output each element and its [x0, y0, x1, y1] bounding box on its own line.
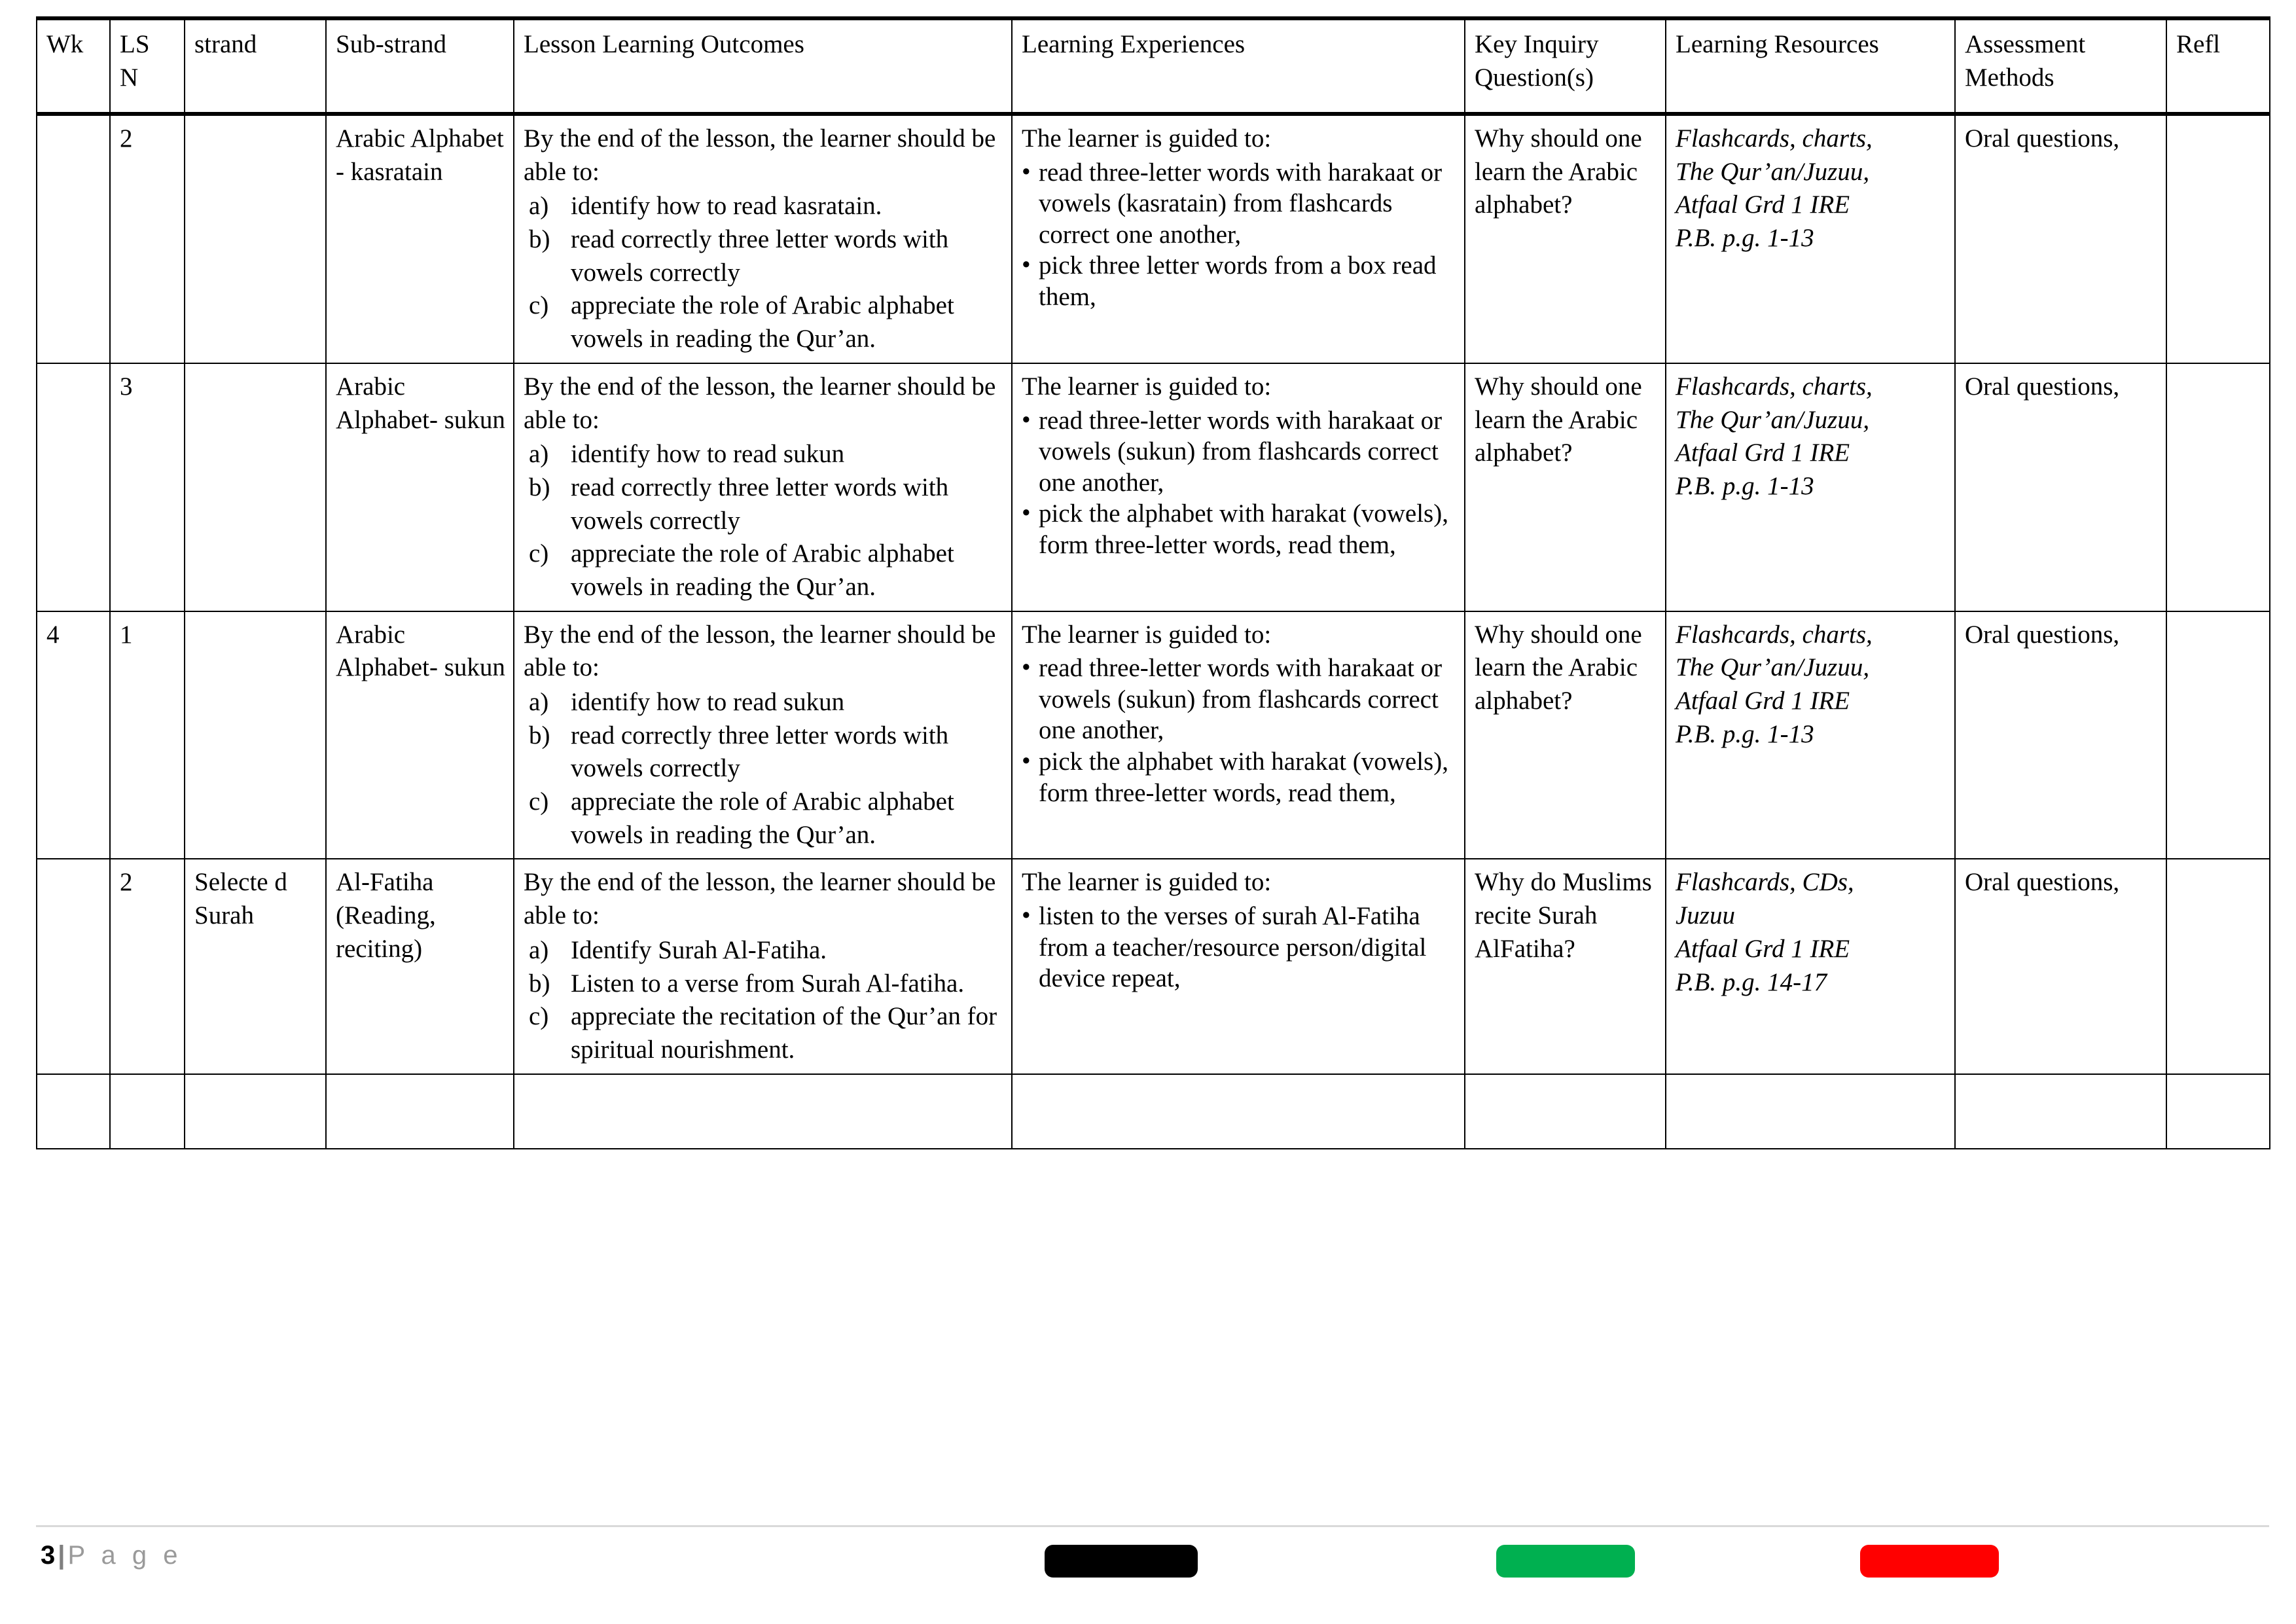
kiq-line-1: Key Inquiry	[1475, 30, 1599, 58]
resource-line: Atfaal Grd 1 IRE	[1676, 934, 1850, 963]
table-row-empty	[37, 1074, 2270, 1149]
outcome-text: read correctly three letter words with vowels correctly	[571, 225, 949, 287]
column-header-lsn	[110, 18, 185, 114]
resource-line: Flashcards, charts,	[1676, 124, 1873, 153]
outcome-item	[524, 686, 1003, 719]
column-header-substrand: Sub-strand	[326, 18, 514, 114]
resources-list	[1676, 619, 1946, 751]
cell-lesson-learning-outcomes	[514, 859, 1012, 1074]
outcome-item	[524, 1000, 1003, 1066]
experiences-list	[1022, 405, 1456, 561]
experience-item	[1022, 746, 1456, 808]
cell-week	[37, 363, 110, 611]
outcome-text: Listen to a verse from Surah Al-fatiha.	[571, 969, 965, 998]
outcomes-intro: By the end of the lesson, the learner should be able to:	[524, 124, 996, 186]
cell-key-inquiry-question: Why should one learn the Arabic alphabet?	[1465, 611, 1666, 859]
experience-item	[1022, 498, 1456, 560]
experience-text: pick the alphabet with harakat (vowels), form three-letter words, read them,	[1039, 499, 1448, 559]
outcomes-intro: By the end of the lesson, the learner should be able to:	[524, 620, 996, 682]
cell-lesson-number: 1	[110, 611, 185, 859]
cell-assessment-methods: Oral questions,	[1955, 859, 2166, 1074]
column-header-reflection: Refl	[2166, 18, 2270, 114]
outcomes-list	[524, 934, 1003, 1067]
cell-lesson-learning-outcomes	[514, 114, 1012, 363]
cell-sub-strand	[326, 1074, 514, 1149]
bullet-icon: •	[1022, 405, 1031, 434]
outcome-text: identify how to read kasratain.	[571, 192, 882, 221]
column-header-strand: strand	[185, 18, 326, 114]
experiences-list	[1022, 157, 1456, 313]
outcome-text: identify how to read sukun	[571, 440, 845, 469]
footer-bar-green	[1496, 1545, 1635, 1578]
outcome-text: appreciate the recitation of the Qur’an for spiritual nourishment.	[571, 1002, 997, 1064]
column-header-wk: Wk	[37, 18, 110, 114]
outcome-item	[524, 471, 1003, 537]
bullet-icon: •	[1022, 653, 1031, 682]
outcome-marker: b)	[529, 473, 550, 501]
cell-assessment-methods: Oral questions,	[1955, 611, 2166, 859]
resource-line: P.B. p.g. 1-13	[1676, 224, 1814, 253]
footer-bar-black	[1045, 1545, 1198, 1578]
cell-reflection	[2166, 611, 2270, 859]
outcome-text: appreciate the role of Arabic alphabet vowels in reading the Qur’an.	[571, 539, 954, 601]
cell-week	[37, 859, 110, 1074]
cell-learning-resources	[1666, 114, 1955, 363]
outcome-item	[524, 223, 1003, 289]
outcome-marker: b)	[529, 225, 550, 254]
experience-text: pick three letter words from a box read them,	[1039, 251, 1437, 311]
column-header-learning-experiences: Learning Experiences	[1012, 18, 1465, 114]
outcome-marker: c)	[529, 291, 549, 320]
outcome-text: read correctly three letter words with vowels correctly	[571, 721, 949, 783]
resources-list	[1676, 122, 1946, 255]
resources-list	[1676, 370, 1946, 503]
outcomes-list	[524, 686, 1003, 852]
outcome-item	[524, 289, 1003, 355]
resource-line: The Qur’an/Juzuu,	[1676, 157, 1870, 186]
resource-line: Atfaal Grd 1 IRE	[1676, 687, 1850, 715]
outcome-marker: a)	[529, 935, 549, 964]
cell-strand: Selecte d Surah	[185, 859, 326, 1074]
outcome-item	[524, 967, 1003, 1001]
experiences-intro: The learner is guided to:	[1022, 868, 1272, 897]
cell-reflection	[2166, 859, 2270, 1074]
page-word: P a g e	[67, 1541, 183, 1570]
cell-week	[37, 1074, 110, 1149]
cell-lesson-learning-outcomes	[514, 611, 1012, 859]
outcomes-list	[524, 190, 1003, 355]
table-body	[37, 114, 2270, 1149]
table-header-row	[37, 18, 2270, 114]
outcome-text: appreciate the role of Arabic alphabet vowels in reading the Qur’an.	[571, 291, 954, 353]
cell-strand	[185, 114, 326, 363]
outcomes-intro: By the end of the lesson, the learner should be able to:	[524, 868, 996, 930]
bullet-icon: •	[1022, 499, 1031, 528]
page-number-label	[41, 1541, 183, 1570]
cell-strand	[185, 1074, 326, 1149]
footer-divider	[36, 1525, 2269, 1527]
experience-item	[1022, 653, 1456, 746]
resource-line: Atfaal Grd 1 IRE	[1676, 439, 1850, 467]
cell-assessment-methods: Oral questions,	[1955, 363, 2166, 611]
outcome-marker: a)	[529, 440, 549, 469]
experience-item	[1022, 901, 1456, 994]
cell-key-inquiry-question: Why do Muslims recite Surah AlFatiha?	[1465, 859, 1666, 1074]
cell-lesson-number: 2	[110, 859, 185, 1074]
table-row	[37, 363, 2270, 611]
cell-learning-resources	[1666, 859, 1955, 1074]
cell-key-inquiry-question: Why should one learn the Arabic alphabet?	[1465, 363, 1666, 611]
outcome-text: identify how to read sukun	[571, 688, 845, 716]
outcome-marker: c)	[529, 1002, 549, 1031]
experiences-list	[1022, 653, 1456, 808]
column-header-key-inquiry-questions	[1465, 18, 1666, 114]
resource-line: P.B. p.g. 1-13	[1676, 719, 1814, 748]
outcome-item	[524, 537, 1003, 604]
page-separator: |	[58, 1541, 65, 1570]
am-line-1: Assessment	[1965, 30, 2086, 58]
experiences-intro: The learner is guided to:	[1022, 620, 1272, 649]
cell-lesson-number: 3	[110, 363, 185, 611]
cell-sub-strand: Arabic Alphabet- sukun	[326, 611, 514, 859]
outcome-marker: c)	[529, 539, 549, 568]
page-number: 3	[41, 1541, 56, 1570]
experience-text: listen to the verses of surah Al-Fatiha from a teacher/resource person/digital device repeat,	[1039, 902, 1427, 993]
cell-lesson-learning-outcomes	[514, 1074, 1012, 1149]
cell-learning-experiences	[1012, 363, 1465, 611]
am-line-2: Methods	[1965, 63, 2054, 92]
scheme-of-work-table	[36, 16, 2270, 1149]
cell-key-inquiry-question: Why should one learn the Arabic alphabet?	[1465, 114, 1666, 363]
experiences-intro: The learner is guided to:	[1022, 372, 1272, 401]
outcome-item	[524, 934, 1003, 967]
column-header-learning-resources: Learning Resources	[1666, 18, 1955, 114]
table-row	[37, 114, 2270, 363]
outcome-marker: b)	[529, 969, 550, 998]
cell-week	[37, 114, 110, 363]
resource-line: Flashcards, charts,	[1676, 372, 1873, 401]
cell-learning-resources	[1666, 1074, 1955, 1149]
cell-lesson-learning-outcomes	[514, 363, 1012, 611]
outcome-text: read correctly three letter words with vowels correctly	[571, 473, 949, 535]
cell-learning-resources	[1666, 611, 1955, 859]
footer-bar-red	[1860, 1545, 1999, 1578]
experience-text: read three-letter words with harakaat or vowels (sukun) from flashcards correct one another,	[1039, 654, 1443, 745]
table-row	[37, 859, 2270, 1074]
cell-strand	[185, 363, 326, 611]
page-footer	[0, 1536, 2296, 1614]
outcome-marker: c)	[529, 787, 549, 816]
cell-reflection	[2166, 1074, 2270, 1149]
cell-key-inquiry-question	[1465, 1074, 1666, 1149]
resource-line: Atfaal Grd 1 IRE	[1676, 190, 1850, 219]
table-row	[37, 611, 2270, 859]
cell-learning-experiences	[1012, 611, 1465, 859]
outcome-item	[524, 190, 1003, 223]
cell-strand	[185, 611, 326, 859]
experience-text: pick the alphabet with harakat (vowels), form three-letter words, read them,	[1039, 748, 1448, 807]
cell-assessment-methods: Oral questions,	[1955, 114, 2166, 363]
bullet-icon: •	[1022, 747, 1031, 776]
experience-item	[1022, 405, 1456, 499]
cell-reflection	[2166, 363, 2270, 611]
cell-learning-experiences	[1012, 1074, 1465, 1149]
experience-text: read three-letter words with harakaat or vowels (sukun) from flashcards correct one another,	[1039, 406, 1443, 497]
resource-line: The Qur’an/Juzuu,	[1676, 405, 1870, 434]
outcome-item	[524, 785, 1003, 852]
resource-line: The Qur’an/Juzuu,	[1676, 653, 1870, 682]
resource-line: P.B. p.g. 14-17	[1676, 967, 1827, 996]
resource-line: Juzuu	[1676, 901, 1735, 930]
resource-line: Flashcards, CDs,	[1676, 868, 1854, 897]
experiences-list	[1022, 901, 1456, 994]
outcome-text: appreciate the role of Arabic alphabet vowels in reading the Qur’an.	[571, 787, 954, 849]
outcome-item	[524, 438, 1003, 471]
column-header-lesson-learning-outcomes: Lesson Learning Outcomes	[514, 18, 1012, 114]
experience-item	[1022, 157, 1456, 251]
experience-item	[1022, 250, 1456, 312]
column-header-assessment-methods	[1955, 18, 2166, 114]
resource-line: Flashcards, charts,	[1676, 620, 1873, 649]
experiences-intro: The learner is guided to:	[1022, 124, 1272, 153]
outcome-marker: b)	[529, 721, 550, 749]
lsn-line-2: N	[120, 63, 139, 92]
cell-learning-experiences	[1012, 859, 1465, 1074]
lsn-line-1: LS	[120, 30, 150, 58]
bullet-icon: •	[1022, 251, 1031, 280]
cell-reflection	[2166, 114, 2270, 363]
cell-learning-experiences	[1012, 114, 1465, 363]
cell-learning-resources	[1666, 363, 1955, 611]
outcomes-intro: By the end of the lesson, the learner should be able to:	[524, 372, 996, 434]
cell-week: 4	[37, 611, 110, 859]
cell-sub-strand: Arabic Alphabet- sukun	[326, 363, 514, 611]
bullet-icon: •	[1022, 901, 1031, 930]
cell-lesson-number	[110, 1074, 185, 1149]
resources-list	[1676, 866, 1946, 999]
outcome-item	[524, 719, 1003, 785]
outcome-marker: a)	[529, 192, 549, 221]
kiq-line-2: Question(s)	[1475, 63, 1594, 92]
outcome-text: Identify Surah Al-Fatiha.	[571, 935, 827, 964]
bullet-icon: •	[1022, 157, 1031, 186]
outcomes-list	[524, 438, 1003, 604]
experience-text: read three-letter words with harakaat or vowels (kasratain) from flashcards correct one another,	[1039, 158, 1443, 249]
cell-assessment-methods	[1955, 1074, 2166, 1149]
cell-sub-strand: Arabic Alphabet - kasratain	[326, 114, 514, 363]
outcome-marker: a)	[529, 688, 549, 716]
cell-sub-strand: Al-Fatiha (Reading, reciting)	[326, 859, 514, 1074]
resource-line: P.B. p.g. 1-13	[1676, 471, 1814, 500]
cell-lesson-number: 2	[110, 114, 185, 363]
